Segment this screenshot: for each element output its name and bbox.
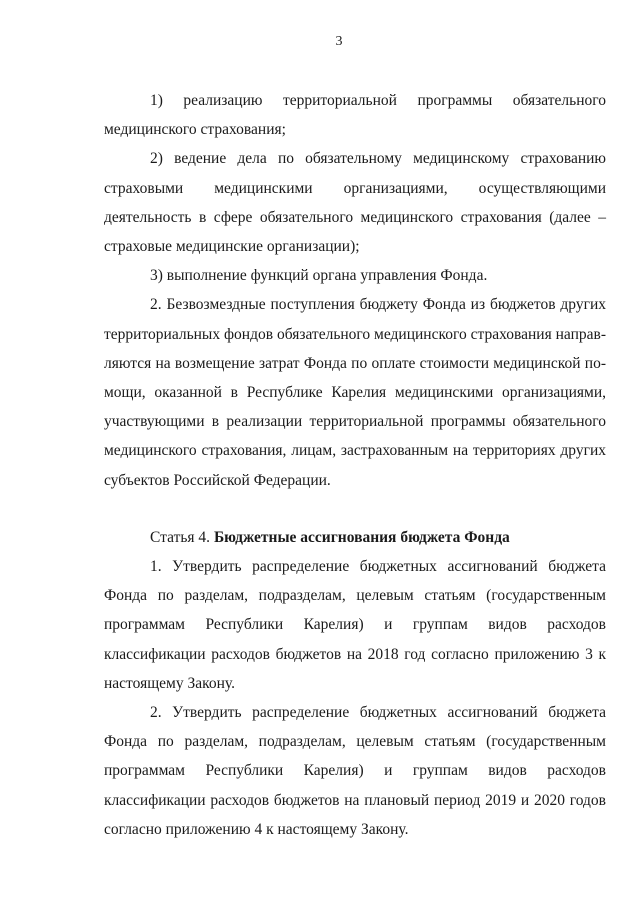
document-body xyxy=(104,86,606,844)
section-gap xyxy=(104,495,606,523)
page-number: 3 xyxy=(335,34,343,49)
article-4-prefix: Статья 4. xyxy=(150,528,214,546)
list-item-1: 1) реализацию территориальной программы обязательного медицинского страхования; xyxy=(104,92,606,139)
article-4-paragraph-2: 2. Утвердить распределение бюджетных ассигнований бюджета Фонда по разделам, подразделам, целевым статьям (государственным программам Республики Карелия) и группам видов расходов классификации расходов бюджетов на плановый период 2019 и 2020 годов согласно приложению 4 к настоящему Закону. xyxy=(104,704,606,838)
article-4-paragraph-1: 1. Утвердить распределение бюджетных ассигнований бюджета Фонда по разделам, подразделам, целевым статьям (государственным программам Республики Карелия) и группам видов расходов классификации расходов бюджетов на 2018 год согласно приложению 3 к настоящему Закону. xyxy=(104,558,606,692)
list-item-3: 3) выполнение функций органа управления Фонда. xyxy=(150,267,488,285)
article-4-heading xyxy=(104,523,606,552)
article-4-title: Бюджетные ассигнования бюджета Фонда xyxy=(213,528,510,546)
paragraph-2: 2. Безвозмездные поступления бюджету Фонда из бюджетов других территориальных фондов обязательного медицинского страхования направляются на возмещение затрат Фонда по оплате стоимости медицинской помощи, оказанной в Республике Карелия медицинскими организациями, участвующими в реализации территориальной программы обязательного медицинского страхования, лицам, застрахованным на территориях других субъектов Российской Федерации. xyxy=(104,296,606,489)
list-item-2: 2) ведение дела по обязательному медицинскому страхованию страховыми медицинскими организациями, осуществляющими деятельность в сфере обязательного медицинского страхования (далее – страховые медицинские организации); xyxy=(104,150,606,256)
